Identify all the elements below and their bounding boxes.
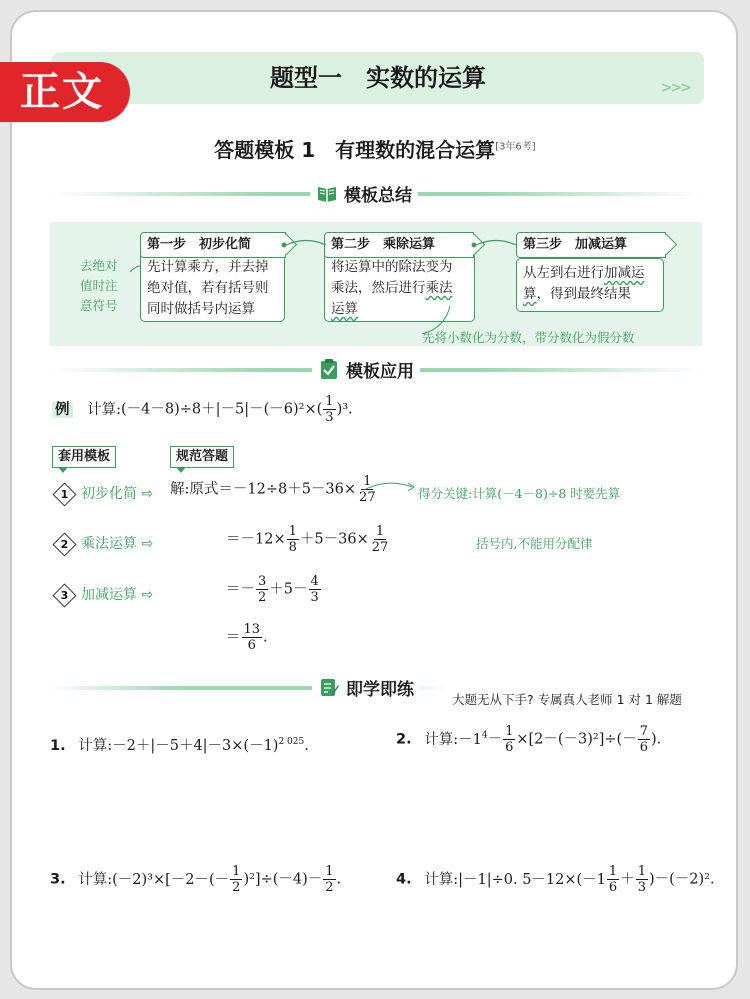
- fraction: $\frac{1}{27}$: [371, 524, 389, 555]
- solution-line-4: ＝ $\frac{13}{6}$ .: [226, 622, 268, 653]
- tag-standard-answer: 规范答题: [170, 446, 234, 468]
- template-title: 答题模板 1 有理数的混合运算: [214, 138, 496, 162]
- score-key-note: 得分关键:计算(－4－8)÷8 时要先算: [418, 486, 621, 501]
- template-frequency: [3年6考]: [495, 141, 536, 153]
- bracket-note: 括号内,不能用分配律: [476, 536, 593, 551]
- diamond-number-icon: 1: [52, 482, 76, 506]
- section-practice-title: 即学即练: [346, 679, 414, 700]
- topic-title: 题型一 实数的运算: [270, 64, 486, 92]
- problem-3: 3. 计算:(－2)³×[－2－(－ $\frac{1}{2}$ )²]÷(－4)－ $\frac{1}{2}$ .: [50, 864, 342, 895]
- solution-line-2: ＝－12× $\frac{1}{8}$ ＋5－36× $\frac{1}{27}$: [226, 524, 389, 555]
- fraction: $\frac{1}{8}$: [288, 524, 297, 555]
- section-apply-title: 模板应用: [346, 361, 414, 382]
- section-summary-title: 模板总结: [344, 185, 412, 206]
- summary-note: 先将小数化为分数，带分数化为假分数: [422, 330, 635, 345]
- fraction: $\frac{1}{27}$: [359, 474, 376, 505]
- fraction: $\frac{1}{2}$: [232, 864, 241, 895]
- notebook-pen-icon: [318, 676, 340, 698]
- solution-line-3: ＝－ $\frac{3}{2}$ ＋5－ $\frac{4}{3}$: [226, 574, 319, 605]
- step-3-title: 第三步 加减运算: [516, 232, 666, 258]
- template-heading: [0, 134, 750, 163]
- problem-4: 4. 计算:|－1|÷0. 5－12×(－1 $\frac{1}{6}$ ＋ $\frac{1}{3}$ )－(－2)².: [396, 864, 715, 895]
- curved-arrow-icon: [362, 480, 418, 494]
- fraction: $\frac{4}{3}$: [310, 574, 319, 605]
- fraction: $\frac{13}{6}$: [243, 622, 261, 653]
- section-summary-header: [310, 180, 418, 206]
- solution-step-3-label: 3 加减运算 ⇨: [56, 584, 153, 604]
- problem-1: 1. 计算$:-2+|-5+4|-3\times(-1)^{2 025}$.: [50, 737, 309, 754]
- fraction: $\frac{1}{3}$: [325, 394, 334, 425]
- fraction: $\frac{1}{3}$: [637, 864, 646, 895]
- chevrons-icon: >>>: [660, 80, 690, 96]
- section-badge: 正文: [0, 62, 130, 122]
- section-practice-header: [312, 674, 420, 700]
- fraction: $\frac{1}{2}$: [325, 864, 334, 895]
- tutor-note: 大题无从下手? 专属真人老师 1 对 1 解题: [452, 692, 682, 707]
- side-note: 去绝对 值时注 意符号: [80, 258, 118, 313]
- example-problem: 例 计算:(－4－8)÷8＋|－5|－(－6)²×( $\frac{1}{3}$ )³.: [52, 394, 353, 425]
- example-label: 例: [52, 402, 73, 418]
- clipboard-check-icon: [318, 358, 340, 380]
- diamond-number-icon: 2: [52, 532, 76, 556]
- step-2-title: 第二步 乘除运算: [324, 232, 474, 258]
- open-book-icon: [316, 182, 338, 204]
- section-apply-header: [312, 356, 420, 382]
- fraction: $\frac{7}{6}$: [639, 724, 648, 755]
- solution-line-1: 解:原式＝－12÷8＋5－36× $\frac{1}{27}$: [170, 474, 376, 505]
- diamond-number-icon: 3: [52, 583, 76, 607]
- problem-2: 2. 计算$:-1^4-$ $\frac{1}{6}$ ×[2－(－3)²]÷(－ $\frac{7}{6}$ ).: [396, 724, 662, 755]
- tag-apply-template: 套用模板: [52, 446, 116, 468]
- fraction: $\frac{3}{2}$: [258, 574, 267, 605]
- fraction: $\frac{1}{6}$: [505, 724, 514, 755]
- solution-step-1-label: 1 初步化简 ⇨: [56, 483, 153, 503]
- fraction: $\frac{1}{6}$: [608, 864, 618, 895]
- step-1-title: 第一步 初步化简: [140, 232, 286, 258]
- topic-banner: [52, 52, 704, 104]
- solution-step-2-label: 2 乘法运算 ⇨: [56, 533, 153, 553]
- arrow-icon: ⇨: [141, 486, 154, 502]
- step-3-box: 从左到右进行加减运 算，得到最终结果: [516, 258, 664, 312]
- step-1-box: 先计算乘方，并去掉 绝对值，若有括号则 同时做括号内运算: [140, 252, 285, 322]
- arrow-icon: ⇨: [141, 587, 154, 603]
- arrow-icon: ⇨: [141, 536, 154, 552]
- summary-panel: [50, 222, 702, 346]
- step-2-box: 将运算中的除法变为 乘法，然后进行乘法 运算: [324, 252, 475, 322]
